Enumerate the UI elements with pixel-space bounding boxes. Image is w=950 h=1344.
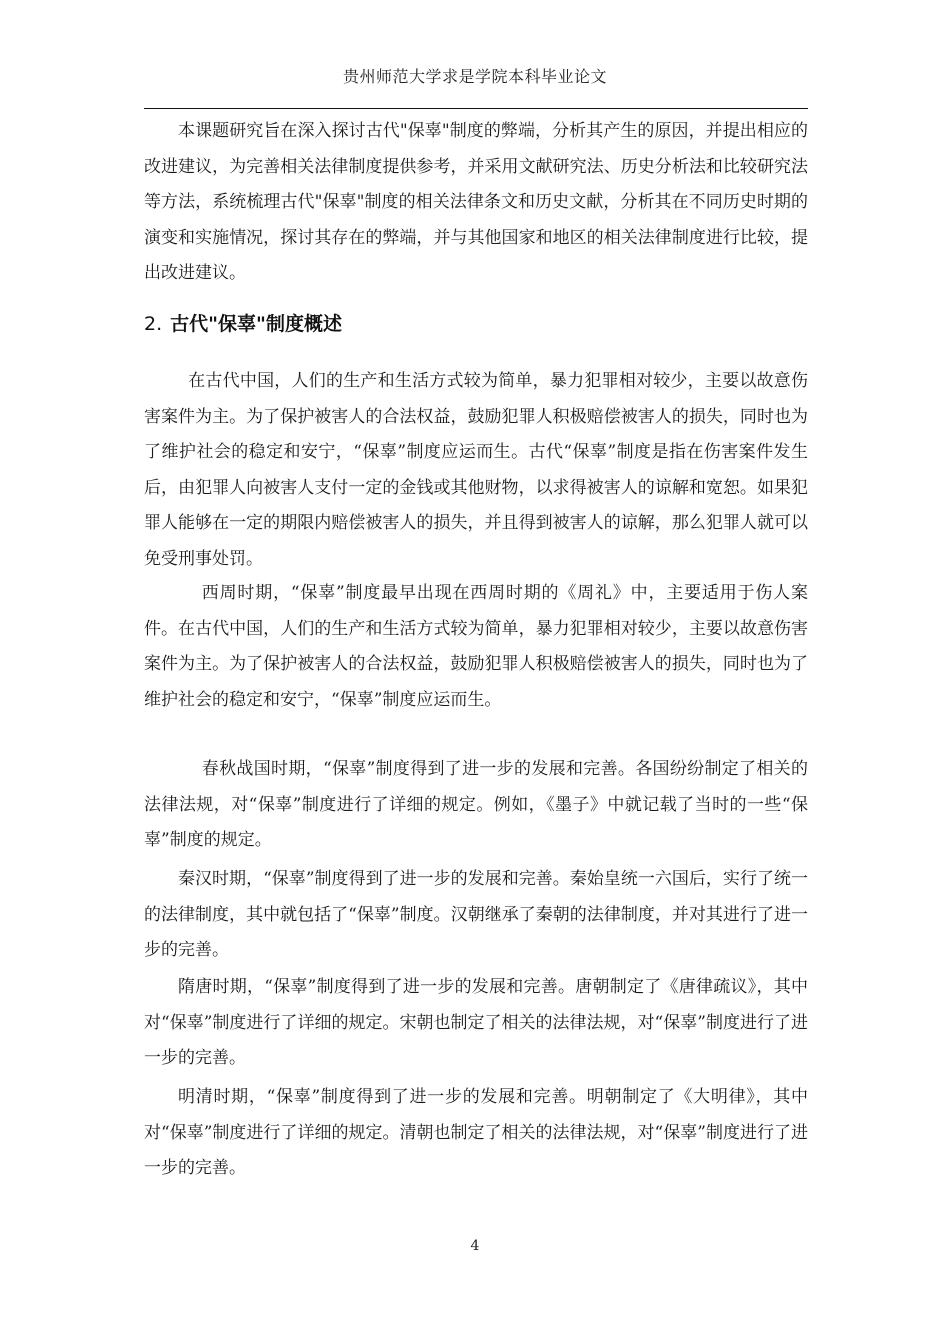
body-paragraph: 春秋战国时期，“保辜”制度得到了进一步的发展和完善。各国纷纷制定了相关的法律法规，对“保辜”制度进行了详细的规定。例如，《墨子》中就记载了当时的一些“保辜”制度的规定。 — [144, 759, 808, 850]
intro-paragraph: 本课题研究旨在深入探讨古代"保辜"制度的弊端，分析其产生的原因，并提出相应的改进建议，为完善相关法律制度提供参考，并采用文献研究法、历史分析法和比较研究法等方法，系统梳理古代"保辜"制度的相关法律条文和历史文献，分析其在不同历史时期的演变和实施情况，探讨其存在的弊端，并与其他国家和地区的相关法律制度进行比较，提出改进建议。 — [144, 121, 808, 283]
ming-qing-paragraph-block — [144, 1080, 808, 1187]
section-number: 2. — [144, 313, 163, 335]
page-number: 4 — [470, 1238, 480, 1254]
body-paragraph: 隋唐时期，“保辜”制度得到了进一步的发展和完善。唐朝制定了《唐律疏议》，其中对“保辜”制度进行了详细的规定。宋朝也制定了相关的法律法规，对“保辜”制度进行了进一步的完善。 — [144, 977, 808, 1068]
spring-autumn-paragraph-block — [144, 752, 808, 859]
body-paragraph: 西周时期，“保辜”制度最早出现在西周时期的《周礼》中，主要适用于伤人案件。在古代中国，人们的生产和生活方式较为简单，暴力犯罪相对较少，主要以故意伤害案件为主。为了保护被害人的合法权益，鼓励犯罪人积极赔偿被害人的损失，同时也为了维护社会的稳定和安宁，“保辜”制度应运而生。 — [144, 583, 808, 710]
sui-tang-paragraph-block — [144, 970, 808, 1077]
body-paragraph: 在古代中国，人们的生产和生活方式较为简单，暴力犯罪相对较少，主要以故意伤害案件为主。为了保护被害人的合法权益，鼓励犯罪人积极赔偿被害人的损失，同时也为了维护社会的稳定和安宁，“保辜”制度应运而生。古代“保辜”制度是指在伤害案件发生后，由犯罪人向被害人支付一定的金钱或其他财物，以求得被害人的谅解和宽恕。如果犯罪人能够在一定的期限内赔偿被害人的损失，并且得到被害人的谅解，那么犯罪人就可以免受刑事处罚。 — [144, 371, 808, 569]
intro-block — [144, 114, 808, 292]
overview-paragraph-block — [144, 364, 808, 577]
qin-han-paragraph-block — [144, 862, 808, 969]
header-divider — [144, 108, 808, 109]
section-heading — [144, 309, 342, 336]
running-header: 贵州师范大学求是学院本科毕业论文 — [342, 67, 607, 86]
body-paragraph: 明清时期，“保辜”制度得到了进一步的发展和完善。明朝制定了《大明律》，其中对“保辜”制度进行了详细的规定。清朝也制定了相关的法律法规，对“保辜”制度进行了进一步的完善。 — [144, 1087, 808, 1178]
body-paragraph: 秦汉时期，“保辜”制度得到了进一步的发展和完善。秦始皇统一六国后，实行了统一的法律制度，其中就包括了“保辜”制度。汉朝继承了秦朝的法律制度，并对其进行了进一步的完善。 — [144, 869, 808, 960]
western-zhou-paragraph-block — [144, 576, 808, 718]
section-title: 古代"保辜"制度概述 — [170, 313, 342, 335]
